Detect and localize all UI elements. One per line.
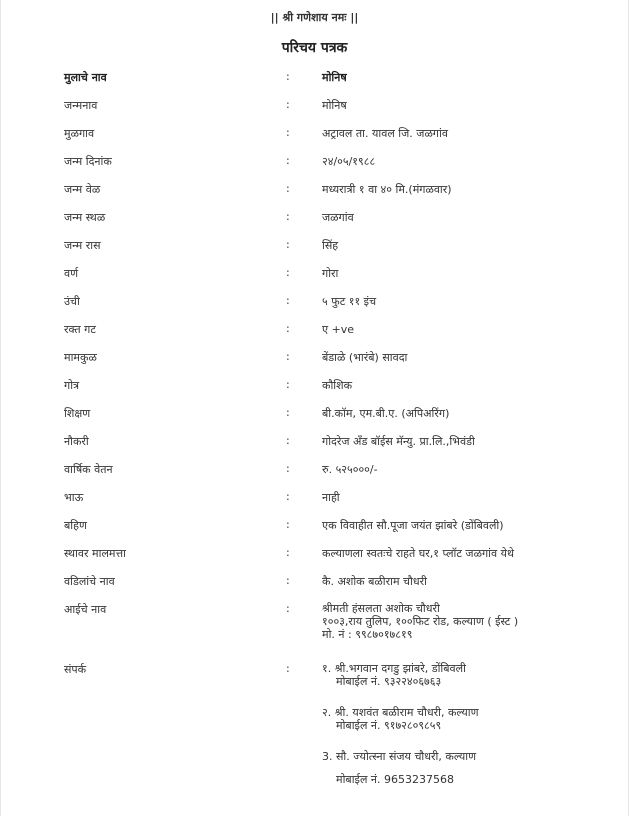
- row-birth-place: [0, 204, 629, 232]
- field-separator: :: [286, 518, 290, 531]
- field-value: अट्रावल ता. यावल जि. जळगांव: [322, 127, 448, 140]
- invocation-header: || श्री गणेशाय नमः ||: [270, 11, 359, 24]
- page-title: परिचय पत्रक: [281, 40, 348, 56]
- field-separator: :: [286, 294, 290, 307]
- field-separator: :: [286, 574, 290, 587]
- contact-name: २. श्री. यशवंत बळीराम चौधरी, कल्याण: [322, 706, 479, 719]
- field-value: मध्यरात्री १ वा ४० मि.(मंगळवार): [322, 183, 452, 196]
- field-label: नौकरी: [64, 435, 89, 448]
- row-birth-date: [0, 148, 629, 176]
- field-value: ५ फुट ११ इंच: [322, 295, 377, 308]
- mother-address-line: १००३,राय तुलिप, १००फिट रोड, कल्याण ( ईस्ट ): [322, 615, 519, 628]
- row-maternal-family: [0, 344, 629, 372]
- field-separator: :: [286, 210, 290, 223]
- field-value: नाही: [322, 491, 340, 504]
- row-native-place: [0, 120, 629, 148]
- field-value: गोदरेज अँड बॉईस मॅन्यु. प्रा.लि.,भिवंडी: [322, 435, 475, 448]
- field-value: मोनिष: [322, 71, 347, 84]
- field-label: वर्ण: [64, 267, 79, 280]
- row-education: [0, 400, 629, 428]
- field-label: शिक्षण: [64, 407, 91, 420]
- row-height: [0, 288, 629, 316]
- field-separator: :: [286, 406, 290, 419]
- field-value: एक विवाहीत सौ.पूजा जयंत झांबरे (डोंबिवली): [322, 519, 504, 532]
- field-value: कल्याणला स्वतःचे राहते घर,१ प्लॉट जळगांव येथे: [322, 547, 515, 560]
- row-property: [0, 540, 629, 568]
- field-label: जन्म स्थळ: [64, 211, 106, 224]
- field-separator: :: [286, 662, 290, 675]
- row-brother: [0, 484, 629, 512]
- mother-name-line: श्रीमती हंसलता अशोक चौधरी: [322, 602, 440, 615]
- field-separator: :: [286, 154, 290, 167]
- contact-entry: [322, 750, 476, 786]
- field-label: गोत्र: [64, 379, 80, 392]
- field-separator: :: [286, 546, 290, 559]
- row-zodiac: [0, 232, 629, 260]
- field-separator: :: [286, 70, 290, 83]
- field-value: २४/०५/१९८८: [322, 155, 376, 168]
- field-separator: :: [286, 322, 290, 335]
- field-separator: :: [286, 238, 290, 251]
- contact-entry: [322, 706, 479, 732]
- row-sister: [0, 512, 629, 540]
- field-label: स्थावर मालमत्ता: [64, 547, 126, 560]
- field-label: वार्षिक वेतन: [64, 463, 113, 476]
- contact-section: [0, 656, 629, 796]
- field-separator: :: [286, 434, 290, 447]
- contact-phone: मोबाईल नं. ९३२२४०६७६३: [336, 675, 442, 688]
- field-label: बहिण: [64, 519, 87, 532]
- field-value: कै. अशोक बळीराम चौधरी: [322, 575, 427, 588]
- field-label: आईचे नाव: [64, 603, 107, 616]
- row-blood-group: [0, 316, 629, 344]
- field-label: भाऊ: [64, 491, 84, 504]
- field-label: उंची: [64, 295, 80, 308]
- field-value: कौशिक: [322, 379, 353, 392]
- row-complexion: [0, 260, 629, 288]
- field-value: गोरा: [322, 267, 339, 280]
- row-boy-name: [0, 64, 629, 92]
- mother-details: [322, 602, 518, 641]
- field-separator: :: [286, 126, 290, 139]
- field-label: संपर्क: [64, 663, 87, 676]
- field-separator: :: [286, 378, 290, 391]
- row-birth-name: [0, 92, 629, 120]
- field-separator: :: [286, 266, 290, 279]
- field-value: सिंह: [322, 239, 339, 252]
- row-birth-time: [0, 176, 629, 204]
- row-father-name: [0, 568, 629, 596]
- field-label: वडिलांचे नाव: [64, 575, 115, 588]
- field-label: जन्म रास: [64, 239, 101, 252]
- contact-phone: मोबाईल नं. ९१७२८०९८५९: [336, 719, 442, 732]
- profile-table: [0, 64, 629, 651]
- field-value: रु. ५२५०००/-: [322, 463, 378, 476]
- field-value: मोनिष: [322, 99, 347, 112]
- field-label: जन्म वेळ: [64, 183, 101, 196]
- contact-entry: [322, 662, 466, 688]
- contact-name: १. श्री.भगवान दगडु झांबरे, डोंबिवली: [322, 662, 466, 675]
- field-separator: :: [286, 350, 290, 363]
- field-label: मुलाचे नाव: [64, 71, 107, 84]
- row-mother-name: [0, 596, 629, 651]
- field-value: बेंडाळे (भारंबे) सावदा: [322, 351, 408, 364]
- row-gotra: [0, 372, 629, 400]
- field-separator: :: [286, 490, 290, 503]
- row-annual-salary: [0, 456, 629, 484]
- field-label: मुळगाव: [64, 127, 95, 140]
- field-label: रक्त गट: [64, 323, 96, 336]
- field-label: मामकुळ: [64, 351, 97, 364]
- field-separator: :: [286, 462, 290, 475]
- field-value: बी.कॉम, एम.बी.ए. (अपिअरिंग): [322, 407, 450, 420]
- field-label: जन्म दिनांक: [64, 155, 112, 168]
- field-separator: :: [286, 98, 290, 111]
- field-value: जळगांव: [322, 211, 354, 224]
- field-separator: :: [286, 602, 290, 615]
- field-separator: :: [286, 182, 290, 195]
- mother-phone-line: मो. नं : ९९८७०१७८१९: [322, 628, 413, 641]
- contact-phone: मोबाईल नं. 9653237568: [336, 773, 454, 786]
- contact-name: 3. सौ. ज्योत्स्ना संजय चौधरी, कल्याण: [322, 750, 477, 763]
- field-label: जन्मनाव: [64, 99, 98, 112]
- field-value: ए +ve: [322, 323, 355, 336]
- row-job: [0, 428, 629, 456]
